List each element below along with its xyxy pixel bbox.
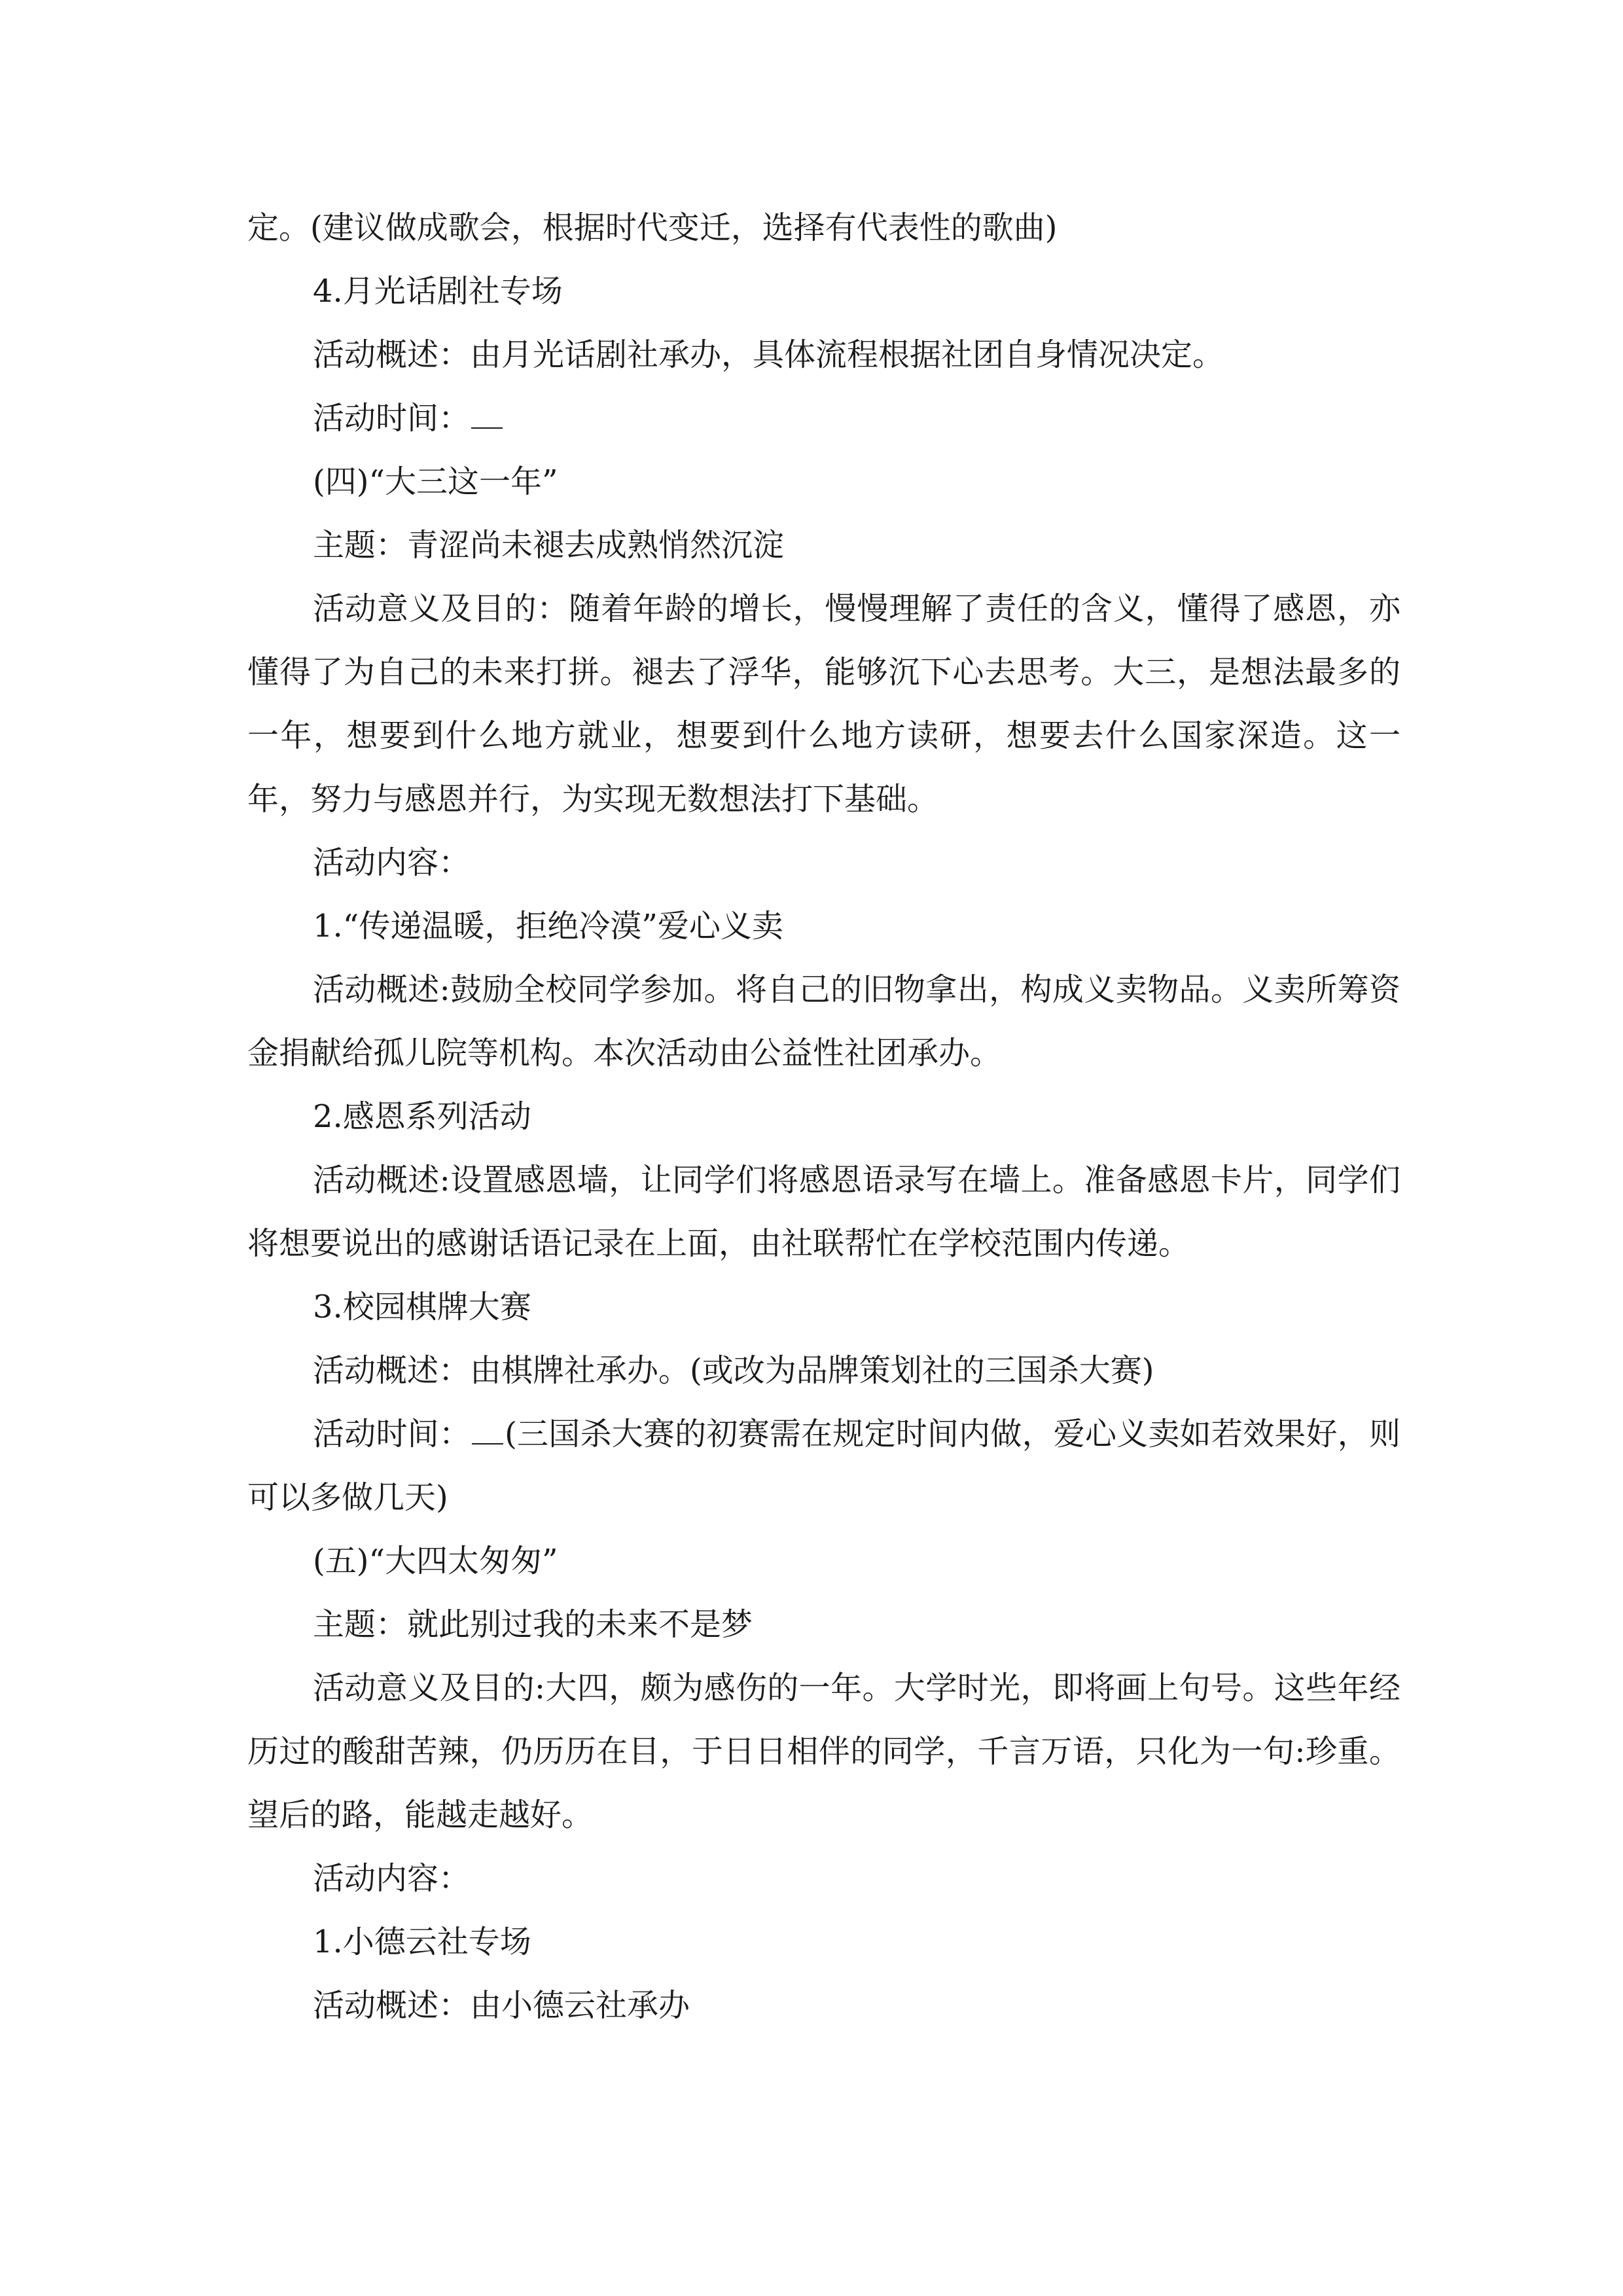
activity-time-line xyxy=(247,387,1400,450)
theme-line: 主题：就此别过我的未来不是梦 xyxy=(313,1606,753,1643)
activity-time-label: 活动时间： xyxy=(313,400,471,437)
activity-time-line xyxy=(247,1403,1400,1530)
paragraph: 活动概述:鼓励全校同学参加。将自己的旧物拿出，构成义卖物品。义卖所筹资金捐献给孤儿院等机构。本次活动由公益性社团承办。 xyxy=(247,971,1400,1071)
paragraph: 活动概述：由棋牌社承办。(或改为品牌策划社的三国杀大赛) xyxy=(313,1352,1154,1389)
paragraph: 活动概述：由月光话剧社承办，具体流程根据社团自身情况决定。 xyxy=(313,336,1224,373)
paragraph: 活动意义及目的：随着年龄的增长，慢慢理解了责任的含义，懂得了感恩，亦懂得了为自己的未来打拼。褪去了浮华，能够沉下心去思考。大三，是想法最多的一年，想要到什么地方就业，想要到什么地方读研，想要去什么国家深造。这一年，努力与感恩并行，为实现无数想法打下基础。 xyxy=(247,590,1400,817)
item-heading: 1.小德云社专场 xyxy=(313,1924,531,1960)
paragraph: 活动概述：由小德云社承办 xyxy=(313,1987,690,2024)
item-heading: 3.校园棋牌大赛 xyxy=(313,1289,531,1325)
item-heading: 2.感恩系列活动 xyxy=(313,1098,531,1135)
section-heading: (五)“大四太匆匆” xyxy=(313,1543,558,1579)
fill-in-blank xyxy=(471,401,503,429)
section-heading: (四)“大三这一年” xyxy=(313,463,558,500)
paragraph: 活动意义及目的:大四，颇为感伤的一年。大学时光，即将画上句号。这些年经历过的酸甜苦辣，仍历历在目，于日日相伴的同学，千言万语，只化为一句:珍重。望后的路，能越走越好。 xyxy=(247,1670,1400,1833)
fill-in-blank xyxy=(472,1417,503,1444)
content-label: 活动内容： xyxy=(313,844,471,881)
theme-line: 主题：青涩尚未褪去成熟悄然沉淀 xyxy=(313,527,785,564)
activity-time-label: 活动时间： xyxy=(313,1416,471,1452)
paragraph-continuation: 定。(建议做成歌会，根据时代变迁，选择有代表性的歌曲) xyxy=(247,209,1058,246)
paragraph: 活动概述:设置感恩墙，让同学们将感恩语录写在墙上。准备感恩卡片，同学们将想要说出的感谢话语记录在上面，由社联帮忙在学校范围内传递。 xyxy=(247,1162,1400,1262)
content-label: 活动内容： xyxy=(313,1860,471,1897)
document-body xyxy=(247,196,1400,2037)
item-heading: 4.月光话剧社专场 xyxy=(313,273,563,310)
item-heading: 1.“传递温暖，拒绝冷漠”爱心义卖 xyxy=(313,908,783,944)
activity-time-note: (三国杀大赛的初赛需在规定时间内做，爱心义卖如若效果好，则可以多做几天) xyxy=(247,1416,1400,1516)
